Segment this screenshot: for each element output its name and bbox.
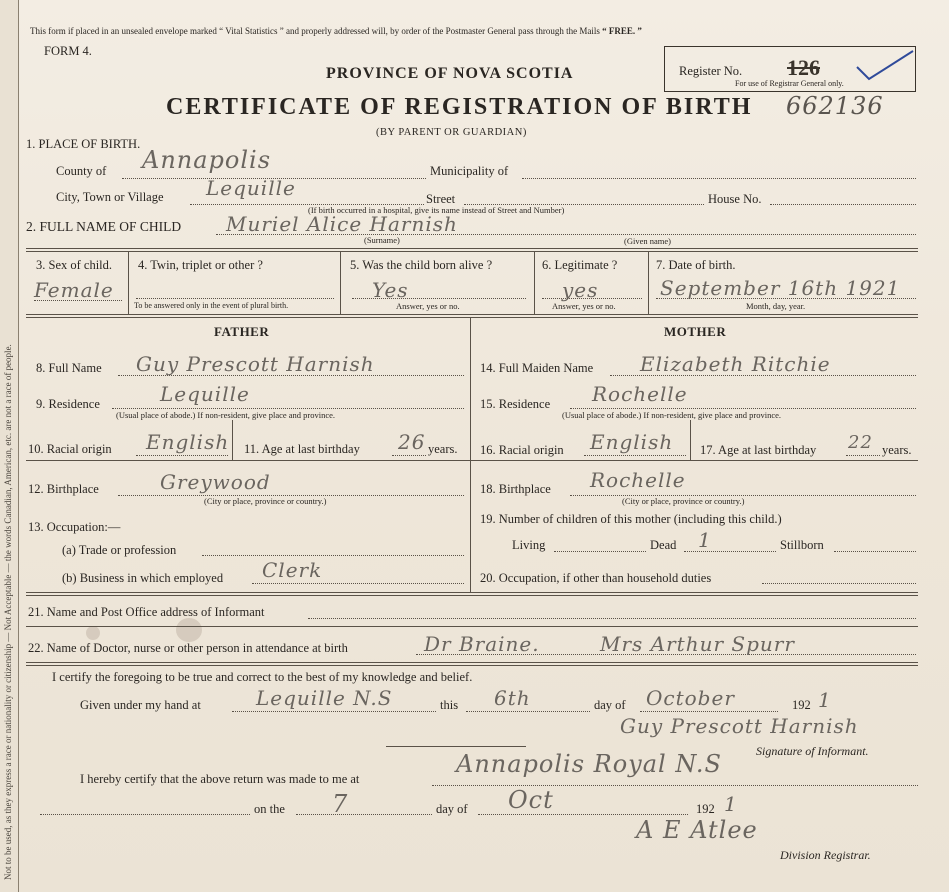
city-value: Lequille: [206, 176, 296, 200]
registrar-signature: A E Atlee: [636, 816, 758, 844]
registrar-year-suffix: 1: [724, 792, 738, 816]
father-racial-label: 10. Racial origin: [28, 442, 112, 456]
registrar-month-line: [478, 814, 688, 815]
on-the-label: on the: [254, 802, 285, 816]
register-note: For use of Registrar General only.: [735, 79, 844, 88]
father-residence-note: (Usual place of abode.) If non-resident, give place and province.: [116, 410, 336, 420]
informant-label: 21. Name and Post Office address of Informant: [28, 605, 265, 619]
house-no-label: House No.: [708, 192, 762, 206]
dead-label: Dead: [650, 538, 677, 552]
attendant-value: Mrs Arthur Spurr: [600, 632, 795, 656]
father-trade-label: (a) Trade or profession: [62, 543, 177, 557]
hospital-note: (If birth occurred in a hospital, give its name instead of Street and Number): [308, 205, 565, 215]
legitimate-note: Answer, yes or no.: [552, 301, 616, 311]
father-residence-line: [112, 408, 464, 409]
date-value: September 16th 1921: [660, 276, 901, 300]
stillborn-line: [834, 551, 916, 552]
legitimate-value: yes: [562, 278, 599, 302]
divider-line: [26, 314, 918, 318]
sex-line: [34, 300, 122, 301]
mother-residence-label: 15. Residence: [480, 397, 551, 411]
father-age-line: [392, 455, 426, 456]
father-residence-value: Lequille: [160, 382, 250, 406]
registrar-day-of-label: day of: [436, 802, 468, 816]
column-divider: [534, 252, 535, 314]
father-residence-label: 9. Residence: [36, 397, 100, 411]
given-under-label: Given under my hand at: [80, 698, 201, 712]
mailing-notice-text: This form if placed in an unsealed envelope marked “ Vital Statistics ” and properly addressed will, by order of the Postmaster General pass through the Mails: [30, 26, 600, 36]
divider-line: [26, 460, 470, 461]
legitimate-line: [542, 298, 642, 299]
ink-stain: [86, 626, 100, 640]
this-label: this: [440, 698, 459, 712]
county-label: County of: [56, 164, 107, 178]
separator-line: [386, 746, 526, 747]
mother-occupation-label: 20. Occupation, if other than household duties: [480, 571, 712, 585]
living-line: [554, 551, 646, 552]
mother-residence-note: (Usual place of abode.) If non-resident, give place and province.: [562, 410, 782, 420]
county-value: Annapolis: [142, 146, 272, 174]
mother-racial-label: 16. Racial origin: [480, 443, 564, 457]
column-divider: [128, 252, 129, 314]
register-box: [664, 46, 916, 92]
legitimate-label: 6. Legitimate ?: [542, 258, 618, 272]
stillborn-label: Stillborn: [780, 538, 824, 552]
certificate-subtitle: (BY PARENT OR GUARDIAN): [376, 127, 527, 138]
mother-racial-line: [584, 455, 686, 456]
father-business-line: [252, 583, 464, 584]
alive-note: Answer, yes or no.: [396, 301, 460, 311]
column-divider: [690, 420, 691, 460]
father-name-value: Guy Prescott Harnish: [136, 352, 375, 376]
day-line: [466, 711, 590, 712]
father-business-label: (b) Business in which employed: [62, 571, 224, 585]
divider-line: [26, 626, 918, 627]
divider-line: [470, 460, 918, 461]
side-margin-strip: [0, 0, 19, 892]
mother-heading: MOTHER: [664, 324, 727, 339]
father-heading: FATHER: [214, 324, 270, 339]
given-day-value: 6th: [494, 686, 531, 710]
twin-label: 4. Twin, triplet or other ?: [138, 258, 263, 272]
sex-label: 3. Sex of child.: [36, 258, 113, 272]
registrar-day-line: [296, 814, 432, 815]
mother-residence-value: Rochelle: [592, 382, 688, 406]
certificate-title: CERTIFICATE OF REGISTRATION OF BIRTH: [166, 94, 753, 120]
column-divider: [340, 252, 341, 314]
twin-note: To be answered only in the event of plural birth.: [134, 301, 289, 310]
mother-name-value: Elizabeth Ritchie: [640, 352, 831, 376]
certify-text: I certify the foregoing to be true and correct to the best of my knowledge and belief.: [52, 670, 473, 684]
place-of-birth-heading: 1. PLACE OF BIRTH.: [26, 137, 141, 151]
sex-value: Female: [34, 278, 114, 302]
street-label: Street: [426, 192, 456, 206]
mother-birthplace-label: 18. Birthplace: [480, 482, 551, 496]
parent-column-divider: [470, 318, 471, 592]
mother-name-label: 14. Full Maiden Name: [480, 361, 594, 375]
informant-signature-label: Signature of Informant.: [756, 744, 869, 758]
mother-residence-line: [570, 408, 916, 409]
free-label: “ FREE. ”: [602, 26, 642, 36]
register-stamp-number: 662136: [786, 92, 884, 120]
informant-line: [308, 618, 916, 619]
father-birthplace-label: 12. Birthplace: [28, 482, 99, 496]
register-label: Register No.: [679, 64, 743, 78]
doctor-label: 22. Name of Doctor, nurse or other person in attendance at birth: [28, 641, 348, 655]
informant-signature: Guy Prescott Harnish: [620, 714, 859, 738]
father-racial-line: [136, 455, 228, 456]
registrar-month-value: Oct: [508, 786, 554, 814]
alive-line: [352, 298, 526, 299]
given-place-line: [232, 711, 436, 712]
divider-line: [26, 592, 918, 596]
father-occupation-label: 13. Occupation:—: [28, 520, 121, 534]
father-name-label: 8. Full Name: [36, 361, 102, 375]
mother-age-value: 22: [848, 432, 873, 453]
column-divider: [648, 252, 649, 314]
mother-birthplace-note: (City or place, province or country.): [622, 496, 745, 506]
mother-age-line: [846, 455, 880, 456]
doctor-value: Dr Braine.: [424, 632, 540, 656]
given-name-note: (Given name): [624, 236, 671, 246]
father-business-value: Clerk: [262, 558, 323, 582]
mother-age-label: 17. Age at last birthday: [700, 443, 817, 457]
date-line: [656, 298, 916, 299]
father-age-label: 11. Age at last birthday: [244, 442, 360, 456]
father-birthplace-value: Greywood: [160, 470, 271, 494]
father-years-label: years.: [428, 442, 458, 456]
child-name-label: 2. FULL NAME OF CHILD: [26, 219, 182, 234]
municipality-line: [522, 178, 916, 179]
mother-children-label: 19. Number of children of this mother (including this child.): [480, 512, 782, 526]
year-suffix: 1: [818, 688, 832, 712]
house-no-line: [770, 204, 916, 205]
province-heading: PROVINCE OF NOVA SCOTIA: [326, 65, 574, 82]
side-margin-text: Not to be used, as they express a race or nationality or citizenship — Not Acceptable — the words Canadian, American, etc. are not a race of people.: [3, 344, 13, 880]
child-name-value: Muriel Alice Harnish: [226, 212, 458, 236]
living-label: Living: [512, 538, 546, 552]
father-trade-line: [202, 555, 464, 556]
registrar-place-value: Annapolis Royal N.S: [456, 750, 722, 778]
father-racial-value: English: [146, 430, 230, 454]
register-number: 126: [787, 55, 820, 80]
alive-value: Yes: [372, 278, 409, 302]
form-label: FORM 4.: [44, 44, 92, 58]
registrar-place-line: [432, 785, 918, 786]
dead-value: 1: [698, 528, 712, 552]
municipality-label: Municipality of: [430, 164, 509, 178]
given-place-value: Lequille N.S: [256, 686, 393, 710]
mother-occupation-line: [762, 583, 916, 584]
surname-note: (Surname): [364, 235, 400, 245]
divider-line: [26, 662, 918, 666]
father-age-value: 26: [398, 430, 426, 454]
ink-stain: [176, 618, 202, 642]
registrar-year-prefix: 192: [696, 802, 715, 816]
column-divider: [232, 420, 233, 460]
alive-label: 5. Was the child born alive ?: [350, 258, 493, 272]
mother-racial-value: English: [590, 430, 674, 454]
division-registrar-label: Division Registrar.: [780, 848, 871, 862]
registrar-blank-line: [40, 814, 250, 815]
month-line: [640, 711, 778, 712]
city-label: City, Town or Village: [56, 190, 164, 204]
year-prefix: 192: [792, 698, 811, 712]
divider-line: [26, 248, 918, 252]
check-mark-icon: [855, 49, 915, 81]
mother-birthplace-value: Rochelle: [590, 468, 686, 492]
date-note: Month, day, year.: [746, 301, 806, 311]
mother-years-label: years.: [882, 443, 912, 457]
registrar-day-value: 7: [332, 790, 349, 818]
mailing-notice: [30, 26, 642, 36]
twin-line: [136, 298, 334, 299]
given-month-value: October: [646, 686, 735, 710]
registrar-certify-text: I hereby certify that the above return was made to me at: [80, 772, 360, 786]
date-label: 7. Date of birth.: [656, 258, 736, 272]
day-of-label: day of: [594, 698, 626, 712]
father-birthplace-note: (City or place, province or country.): [204, 496, 327, 506]
